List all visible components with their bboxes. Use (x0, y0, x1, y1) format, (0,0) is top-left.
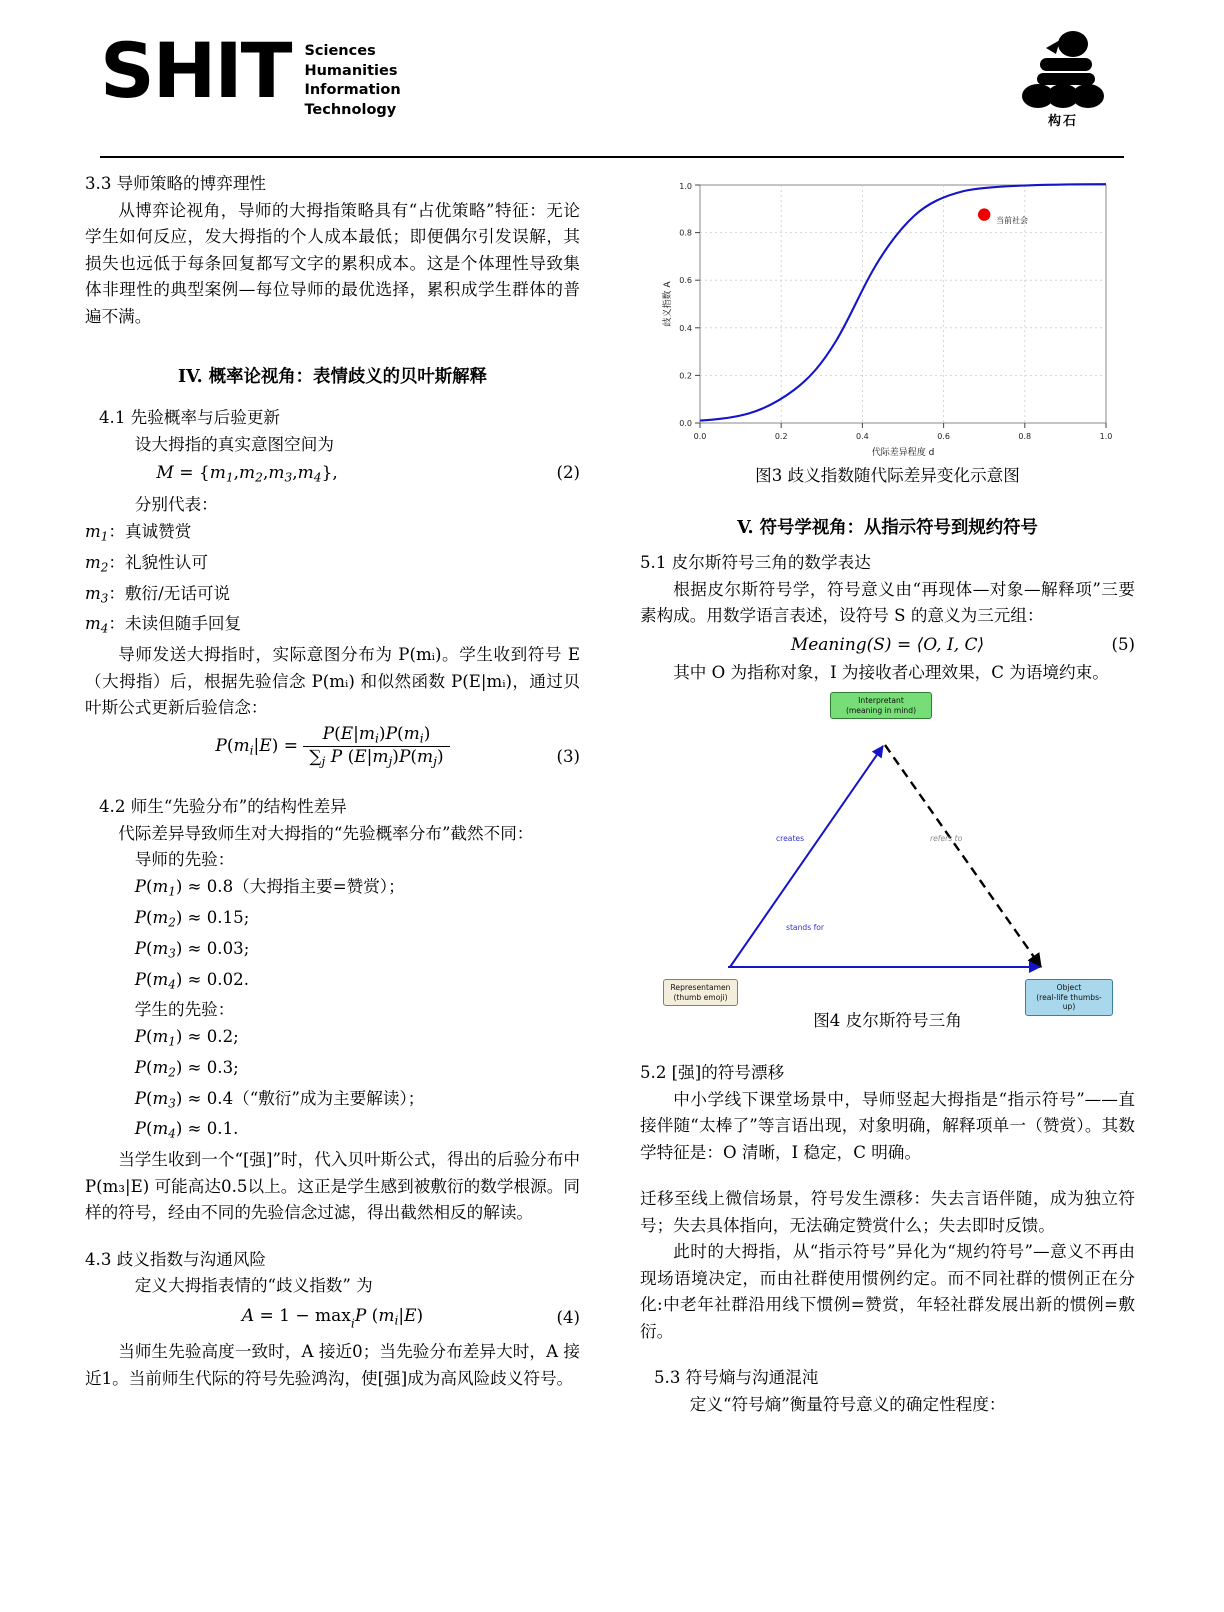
teacher-prior-m2: $P(m_2) \approx 0.15$; (134, 907, 250, 930)
intent-label-m4: 未读但随手回复 (124, 614, 242, 634)
teacher-prior-m3: $P(m_3) \approx 0.03$; (134, 938, 250, 961)
edge-label-stands-for: stands for (786, 923, 825, 932)
teacher-prior-value-4: 0.02 (206, 969, 244, 989)
node-representamen-title: Representamen (670, 983, 731, 992)
figure-4-caption: 图4 皮尔斯符号三角 (813, 1011, 962, 1030)
edge-label-refers-to: refers to (930, 834, 963, 843)
node-object (1025, 979, 1113, 1016)
heading-4-1: 4.1 先验概率与后验更新 (99, 408, 281, 427)
logo-word-sciences: Sciences (304, 43, 376, 59)
peirce-triangle-svg (640, 686, 1126, 1008)
paragraph-4-1-lead: 设大拇指的真实意图空间为 (134, 434, 334, 454)
heading-5-2: 5.2 [强]的符号漂移 (640, 1063, 785, 1082)
ambiguity-index-chart (640, 171, 1126, 458)
equation-5-number: (5) (1111, 634, 1135, 654)
figure-3-chart (640, 171, 1126, 458)
intent-label-m1: 真诚赞赏 (124, 521, 192, 541)
edge-refers-to (885, 745, 1041, 967)
logo-word-information: Information (304, 82, 401, 98)
journal-logo (100, 26, 401, 120)
heading-4-2: 4.2 师生“先验分布”的结构性差异 (99, 797, 347, 817)
student-prior-m2: $P(m_2) \approx 0.3$; (134, 1057, 239, 1080)
heading-5-1: 5.1 皮尔斯符号三角的数学表达 (640, 553, 871, 572)
publisher-mark (1008, 28, 1118, 129)
node-interpretant (830, 692, 932, 719)
node-interpretant-title: Interpretant (858, 696, 904, 705)
teacher-prior-m1: $P(m_1) \approx 0.8$（大拇指主要=赞赏）； (134, 876, 405, 899)
student-prior-value-2: 0.3 (206, 1057, 234, 1077)
current-society-annotation-label: 当前社会 (996, 216, 1028, 225)
x-tick-1: 0.2 (774, 432, 788, 441)
heading-3-3: 3.3 导师策略的博弈理性 (85, 174, 267, 193)
chart-xlabel: 代际差异程度 d (871, 448, 935, 458)
teacher-prior-note-1: （大拇指主要=赞赏）； (233, 876, 405, 896)
node-object-subtitle: (real-life thumbs-up) (1036, 992, 1102, 1012)
body-columns (0, 171, 1224, 1591)
student-prior-value-3: 0.4 (206, 1088, 234, 1108)
current-society-marker (978, 208, 990, 220)
intent-label-m2: 礼貌性认可 (124, 552, 208, 572)
student-prior-value-4: 0.1 (206, 1119, 234, 1139)
node-interpretant-subtitle: (meaning in mind) (845, 705, 917, 715)
y-tick-4: 0.8 (679, 228, 692, 238)
left-column (85, 171, 580, 1392)
figure-3-caption: 图3 歧义指数随代际差异变化示意图 (755, 466, 1020, 485)
paragraph-5-2-1: 中小学线下课堂场景中，导师竖起大拇指是“指示符号”——直接伴随“太棒了”等言语出现，对象明确，解释项单一（赞赏）。其数学特征是：O 清晰，I 稳定，C 明确。 (640, 1089, 1135, 1162)
paper-page (0, 28, 1224, 1612)
logo-acronym: SHIT (100, 26, 291, 115)
x-tick-5: 1.0 (1099, 432, 1113, 441)
x-tick-0: 0.0 (693, 432, 707, 441)
heading-section-5: V. 符号学视角：从指示符号到规约符号 (737, 518, 1038, 538)
paragraph-4-1-bayes-intro: 导师发送大拇指时，实际意图分布为 P(mᵢ)。学生收到符号 E（大拇指）后，根据先验信念 P(mᵢ) 和似然函数 P(E|mᵢ)，通过贝叶斯公式更新后验信念： (85, 645, 580, 718)
right-column (640, 171, 1135, 1418)
header-divider (100, 156, 1124, 158)
paragraph-5-2-2: 迁移至线上微信场景，符号发生漂移：失去言语伴随，成为独立符号；失去具体指向，无法确定赞赏什么；失去即时反馈。 (640, 1189, 1135, 1235)
heading-section-4: IV. 概率论视角：表情歧义的贝叶斯解释 (178, 367, 487, 387)
chart-ylabel: 歧义指数 A (663, 281, 673, 327)
student-prior-note-1: ; (233, 1026, 239, 1046)
teacher-prior-note-4: . (243, 969, 249, 989)
logo-expansion (304, 42, 400, 120)
logo-word-technology: Technology (304, 101, 397, 118)
teacher-prior-label: 导师的先验： (134, 850, 235, 870)
edge-label-creates: creates (776, 834, 805, 843)
heading-4-3: 4.3 歧义指数与沟通风险 (85, 1249, 267, 1269)
paragraph-4-1-after-eq: 分别代表： (134, 495, 218, 515)
teacher-prior-value-3: 0.03 (206, 938, 244, 958)
masthead (100, 28, 1124, 138)
y-tick-2: 0.4 (679, 323, 692, 333)
teacher-prior-value-2: 0.15 (206, 907, 244, 927)
paragraph-4-3-lead: 定义大拇指表情的“歧义指数” 为 (134, 1276, 373, 1296)
teacher-prior-value-1: 0.8 (206, 876, 234, 896)
intent-item-m4: $m_4$：未读但随手回复 (85, 614, 242, 636)
student-prior-m4: $P(m_4) \approx 0.1$. (134, 1119, 239, 1141)
equation-4: $A = 1 - \max_iP$ $(m_i|E)$ (4) (85, 1300, 580, 1340)
publisher-mark-label: 构石 (1047, 114, 1078, 129)
student-prior-label: 学生的先验： (134, 1000, 235, 1020)
student-prior-m1: $P(m_1) \approx 0.2$; (134, 1026, 239, 1049)
paragraph-5-3: 定义“符号熵”衡量符号意义的确定性程度： (689, 1394, 1006, 1414)
paragraph-4-2-posterior: 当学生收到一个“[强]”时，代入贝叶斯公式，得出的后验分布中 P(m₃|E) 可能高达0.5以上。这正是学生感到被敷衍的数学根源。同样的符号，经由不同的先验信念过滤，得出截然相反的解读。 (85, 1150, 580, 1223)
y-tick-1: 0.2 (679, 371, 692, 381)
student-prior-value-1: 0.2 (206, 1026, 234, 1046)
x-tick-2: 0.4 (856, 432, 869, 441)
y-tick-5: 1.0 (679, 182, 692, 191)
paragraph-4-2: 代际差异导致师生对大拇指的“先验概率分布”截然不同： (118, 823, 534, 843)
intent-item-m2: $m_2$：礼貌性认可 (85, 552, 208, 575)
teacher-prior-note-3: ; (243, 938, 250, 958)
node-object-title: Object (1056, 983, 1082, 992)
equation-3: $P(m_i|E)$ = $\frac{P(E|m_i)P(m_i)}{\sum_j P (E|m_j)P(m_j)}$ (3) (85, 724, 580, 769)
paragraph-4-3: 当师生先验高度一致时，A 接近0；当先验分布差异大时，A 接近1。当前师生代际的符号先验鸿沟，使[强]成为高风险歧义符号。 (85, 1342, 580, 1388)
teacher-prior-m4: $P(m_4) \approx 0.02$. (134, 969, 249, 991)
student-prior-note-2: ; (233, 1057, 239, 1077)
figure-4-peirce-triangle (640, 686, 1126, 1012)
paragraph-5-1: 根据皮尔斯符号学，符号意义由“再现体—对象—解释项”三要素构成。用数学语言表述，设符号 S 的意义为三元组： (640, 579, 1135, 625)
equation-2: $M = \{m_1,m_2,m_3,m_4\}$, (2) (85, 458, 580, 492)
student-prior-note-4: . (233, 1119, 239, 1139)
paragraph-5-2-3: 此时的大拇指，从“指示符号”异化为“规约符号”—意义不再由现场语境决定，而由社群使用惯例约定。而不同社群的惯例正在分化:中老年社群沿用线下惯例=赞赏，年轻社群发展出新的惯例=敷衍。 (640, 1242, 1135, 1341)
node-representamen (663, 979, 738, 1006)
paragraph-3-3: 从博弈论视角，导师的大拇指策略具有“占优策略”特征：无论学生如何反应，发大拇指的个人成本最低；即便偶尔引发误解，其损失也远低于每条回复都写文字的累积成本。这是个体理性导致集体非理性的典型案例—每位导师的最优选择，累积成学生群体的普遍不满。 (85, 200, 580, 326)
equation-5: Meaning(S) = ⟨O, I, C⟩ (5) (640, 630, 1135, 660)
heading-5-3: 5.3 符号熵与沟通混沌 (654, 1368, 819, 1387)
intent-label-m3: 敷衍/无话可说 (124, 583, 231, 603)
intent-item-m3: $m_3$：敷衍/无话可说 (85, 583, 231, 605)
intent-item-m1: $m_1$：真诚赞赏 (85, 521, 192, 544)
teacher-prior-note-2: ; (243, 907, 250, 927)
paragraph-5-1-terms: 其中 O 为指称对象，I 为接收者心理效果，C 为语境约束。 (673, 662, 1109, 682)
x-tick-4: 0.8 (1018, 432, 1032, 441)
stacked-stones-icon (1016, 28, 1110, 108)
edge-creates (730, 746, 883, 967)
equation-4-number: (4) (556, 1307, 580, 1327)
y-tick-0: 0.0 (679, 419, 692, 428)
logo-word-humanities: Humanities (304, 62, 398, 79)
equation-3-number: (3) (556, 746, 580, 766)
y-tick-3: 0.6 (679, 276, 692, 286)
x-tick-3: 0.6 (937, 432, 950, 441)
student-prior-m3: $P(m_3)$ ≈ 0.4（“敷衍”成为主要解读）； (134, 1088, 425, 1110)
node-representamen-subtitle: (thumb emoji) (673, 992, 728, 1002)
equation-2-number: (2) (556, 463, 580, 482)
student-prior-note-3: （“敷衍”成为主要解读）； (233, 1088, 425, 1108)
